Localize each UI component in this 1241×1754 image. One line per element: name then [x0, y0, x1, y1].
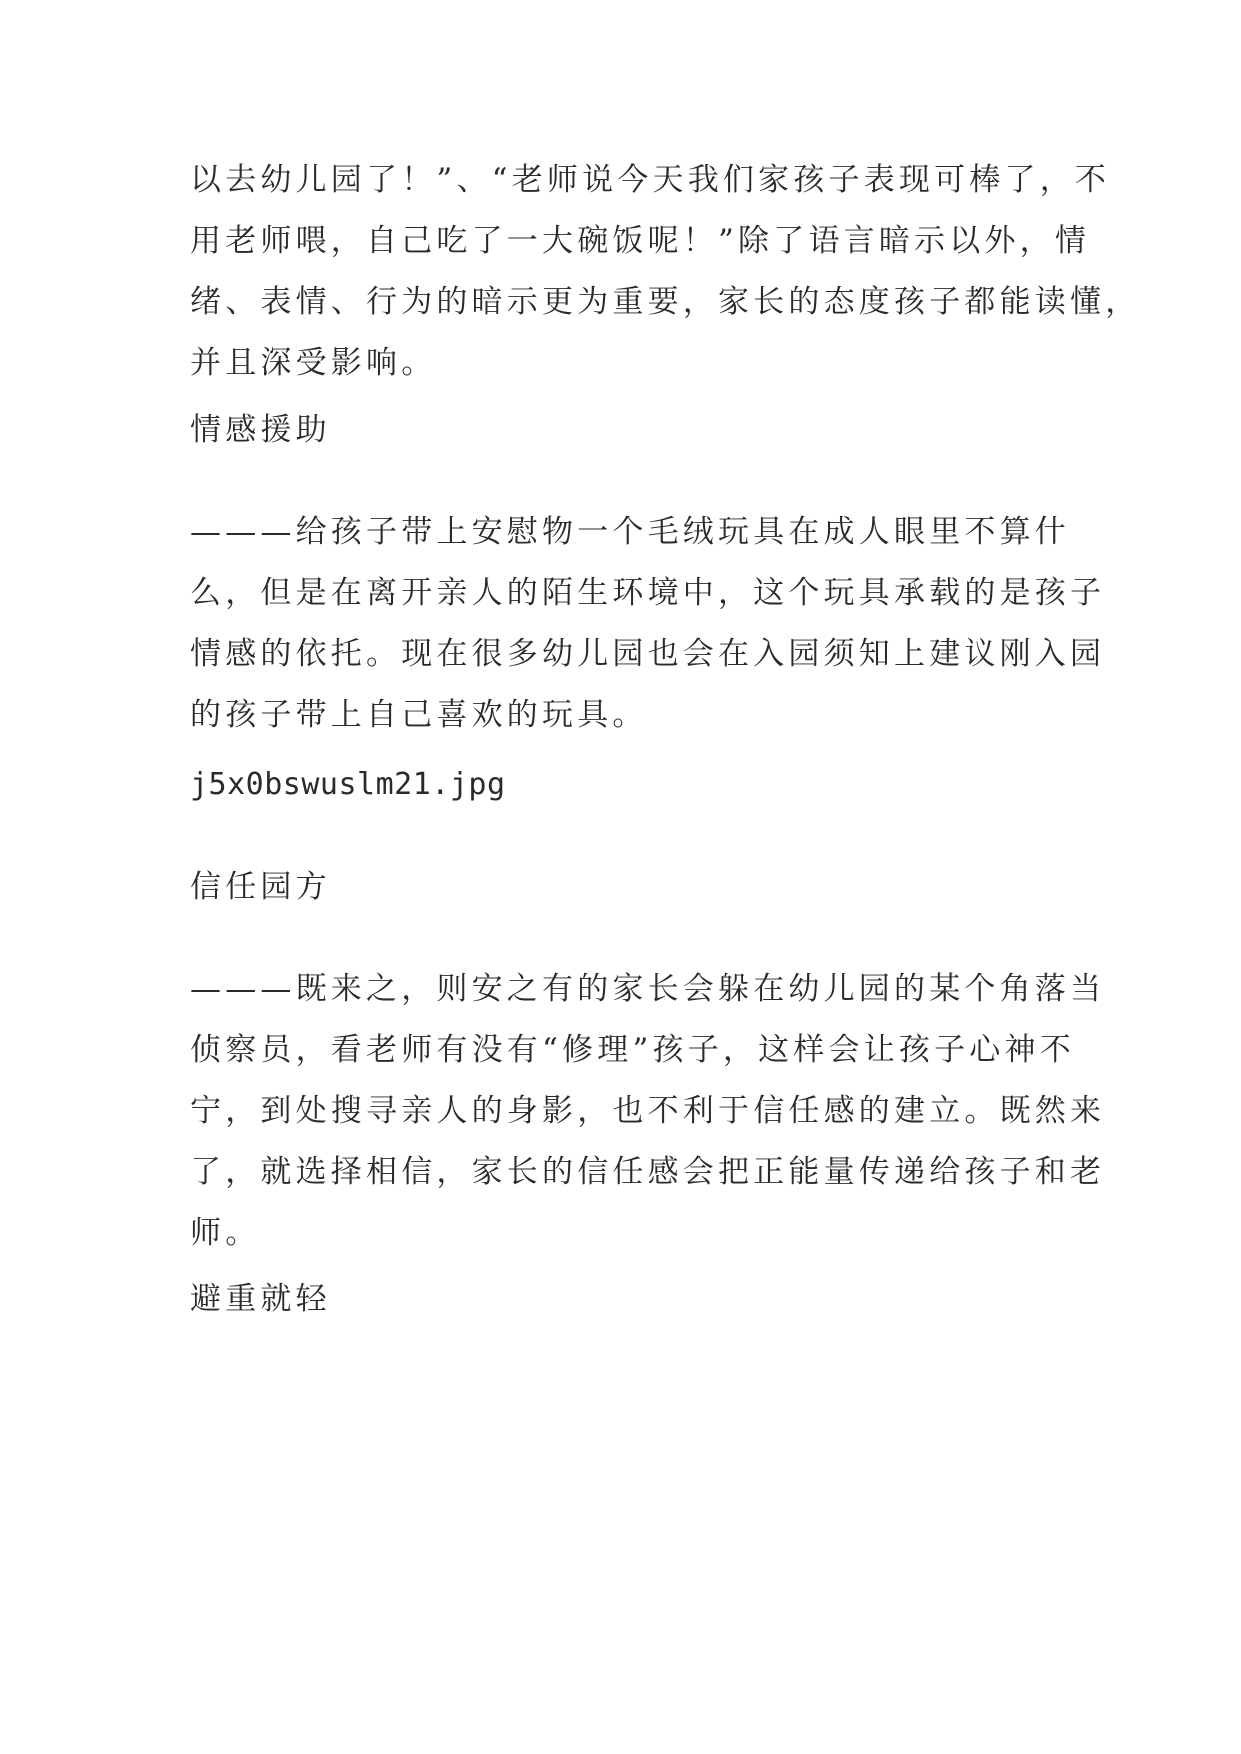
paragraph-line: 师。 — [190, 1215, 261, 1251]
paragraph-line: 么，但是在离开亲人的陌生环境中，这个玩具承载的是孩子 — [190, 575, 1106, 611]
paragraph-line: ———既来之，则安之有的家长会躲在幼儿园的某个角落当 — [190, 971, 1106, 1007]
section-heading-trust-kindergarten: 信任园方 — [190, 869, 331, 905]
paragraph-line: 侦察员，看老师有没有“修理”孩子，这样会让孩子心神不 — [190, 1032, 1075, 1068]
paragraph-comfort-object — [190, 502, 1106, 746]
paragraph-trust — [190, 959, 1106, 1264]
paragraph-line: 用老师喂，自己吃了一大碗饭呢！”除了语言暗示以外，情 — [190, 223, 1091, 259]
paragraph-line: 并且深受影响。 — [190, 345, 437, 381]
section-heading-avoid-heavy: 避重就轻 — [190, 1281, 331, 1317]
paragraph-line: 的孩子带上自己喜欢的玩具。 — [190, 697, 648, 733]
section-heading-emotional-support: 情感援助 — [190, 412, 331, 448]
paragraph-line: 了，就选择相信，家长的信任感会把正能量传递给孩子和老 — [190, 1154, 1106, 1190]
paragraph-line: 绪、表情、行为的暗示更为重要，家长的态度孩子都能读懂， — [190, 284, 1141, 320]
paragraph-line: 情感的依托。现在很多幼儿园也会在入园须知上建议刚入园 — [190, 636, 1106, 672]
image-filename: j5x0bswuslm21.jpg — [190, 767, 506, 802]
paragraph-line: 宁，到处搜寻亲人的身影，也不利于信任感的建立。既然来 — [190, 1093, 1106, 1129]
paragraph-verbal-hints — [190, 150, 1141, 394]
paragraph-line: 以去幼儿园了！”、“老师说今天我们家孩子表现可棒了，不 — [190, 162, 1111, 198]
paragraph-line: ———给孩子带上安慰物一个毛绒玩具在成人眼里不算什 — [190, 514, 1070, 550]
